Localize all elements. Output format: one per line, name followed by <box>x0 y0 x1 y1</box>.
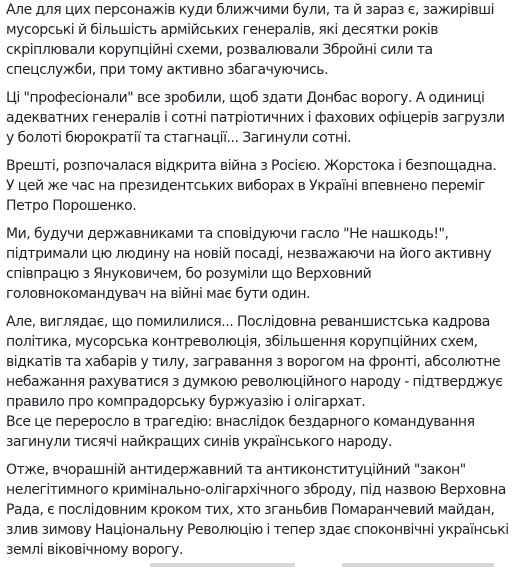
bottom-divider-right <box>342 563 494 567</box>
post-paragraph-5: Але, виглядає, що помилилися... Послідовна реваншистська кадрова політика, мусорська контреволюція, збільшення корупційних схем, відкатів та хабарів у тилу, загравання з ворогом на фронті, абсолютне небажання рахуватися з думкою революційного народу - підтверджує правило про компрадорську буржуазію і олігархат. Все це переросло в трагедію: внаслідок бездарного командування загинули тисячі найкращих синів українського народу. <box>6 314 503 450</box>
bottom-divider-left <box>150 563 295 567</box>
post-paragraph-4: Ми, будучи державниками та сповідуючи гасло "Не нашкодь!", підтримали цю людину на новій посаді, незважаючи на його активну співпрацю з Януковичем, бо розуміли що Верховний головнокомандувач на війні має бути один. <box>6 226 492 302</box>
post-body <box>6 0 521 568</box>
post-paragraph-1: Але для цих персонажів куди ближчими були, та й зараз є, зажирівші мусорські й більшість армійських генералів, які десятки років скріплювали корупційні схеми, розвалювали Збройні сили та спецслужби, при тому активно збагачуючись. <box>6 2 495 78</box>
post-paragraph-2: Ці "професіонали" все зробили, щоб здати Донбас ворогу. А одиниці адекватних генералів і сотні патріотичних і фахових офіцерів загрузли у болоті бюрократії та стагнації... Загинули сотні. <box>6 90 505 146</box>
post-paragraph-6: Отже, вчорашній антидержавний та антиконституційний "закон" нелегітимного кримінально-олігархічного зброду, під назвою Верховна Рада, є послідовним кроком тих, хто зганьбив Помаранчевий майдан, злив зимову Національну Революцію і тепер здає споконвічні українські землі віковічному ворогу. <box>6 462 509 558</box>
post-paragraph-3: Врешті, розпочалася відкрита війна з Росією. Жорстока і безпощадна. У цей же час на президентських виборах в Україні впевнено переміг Петро Порошенко. <box>6 158 497 214</box>
